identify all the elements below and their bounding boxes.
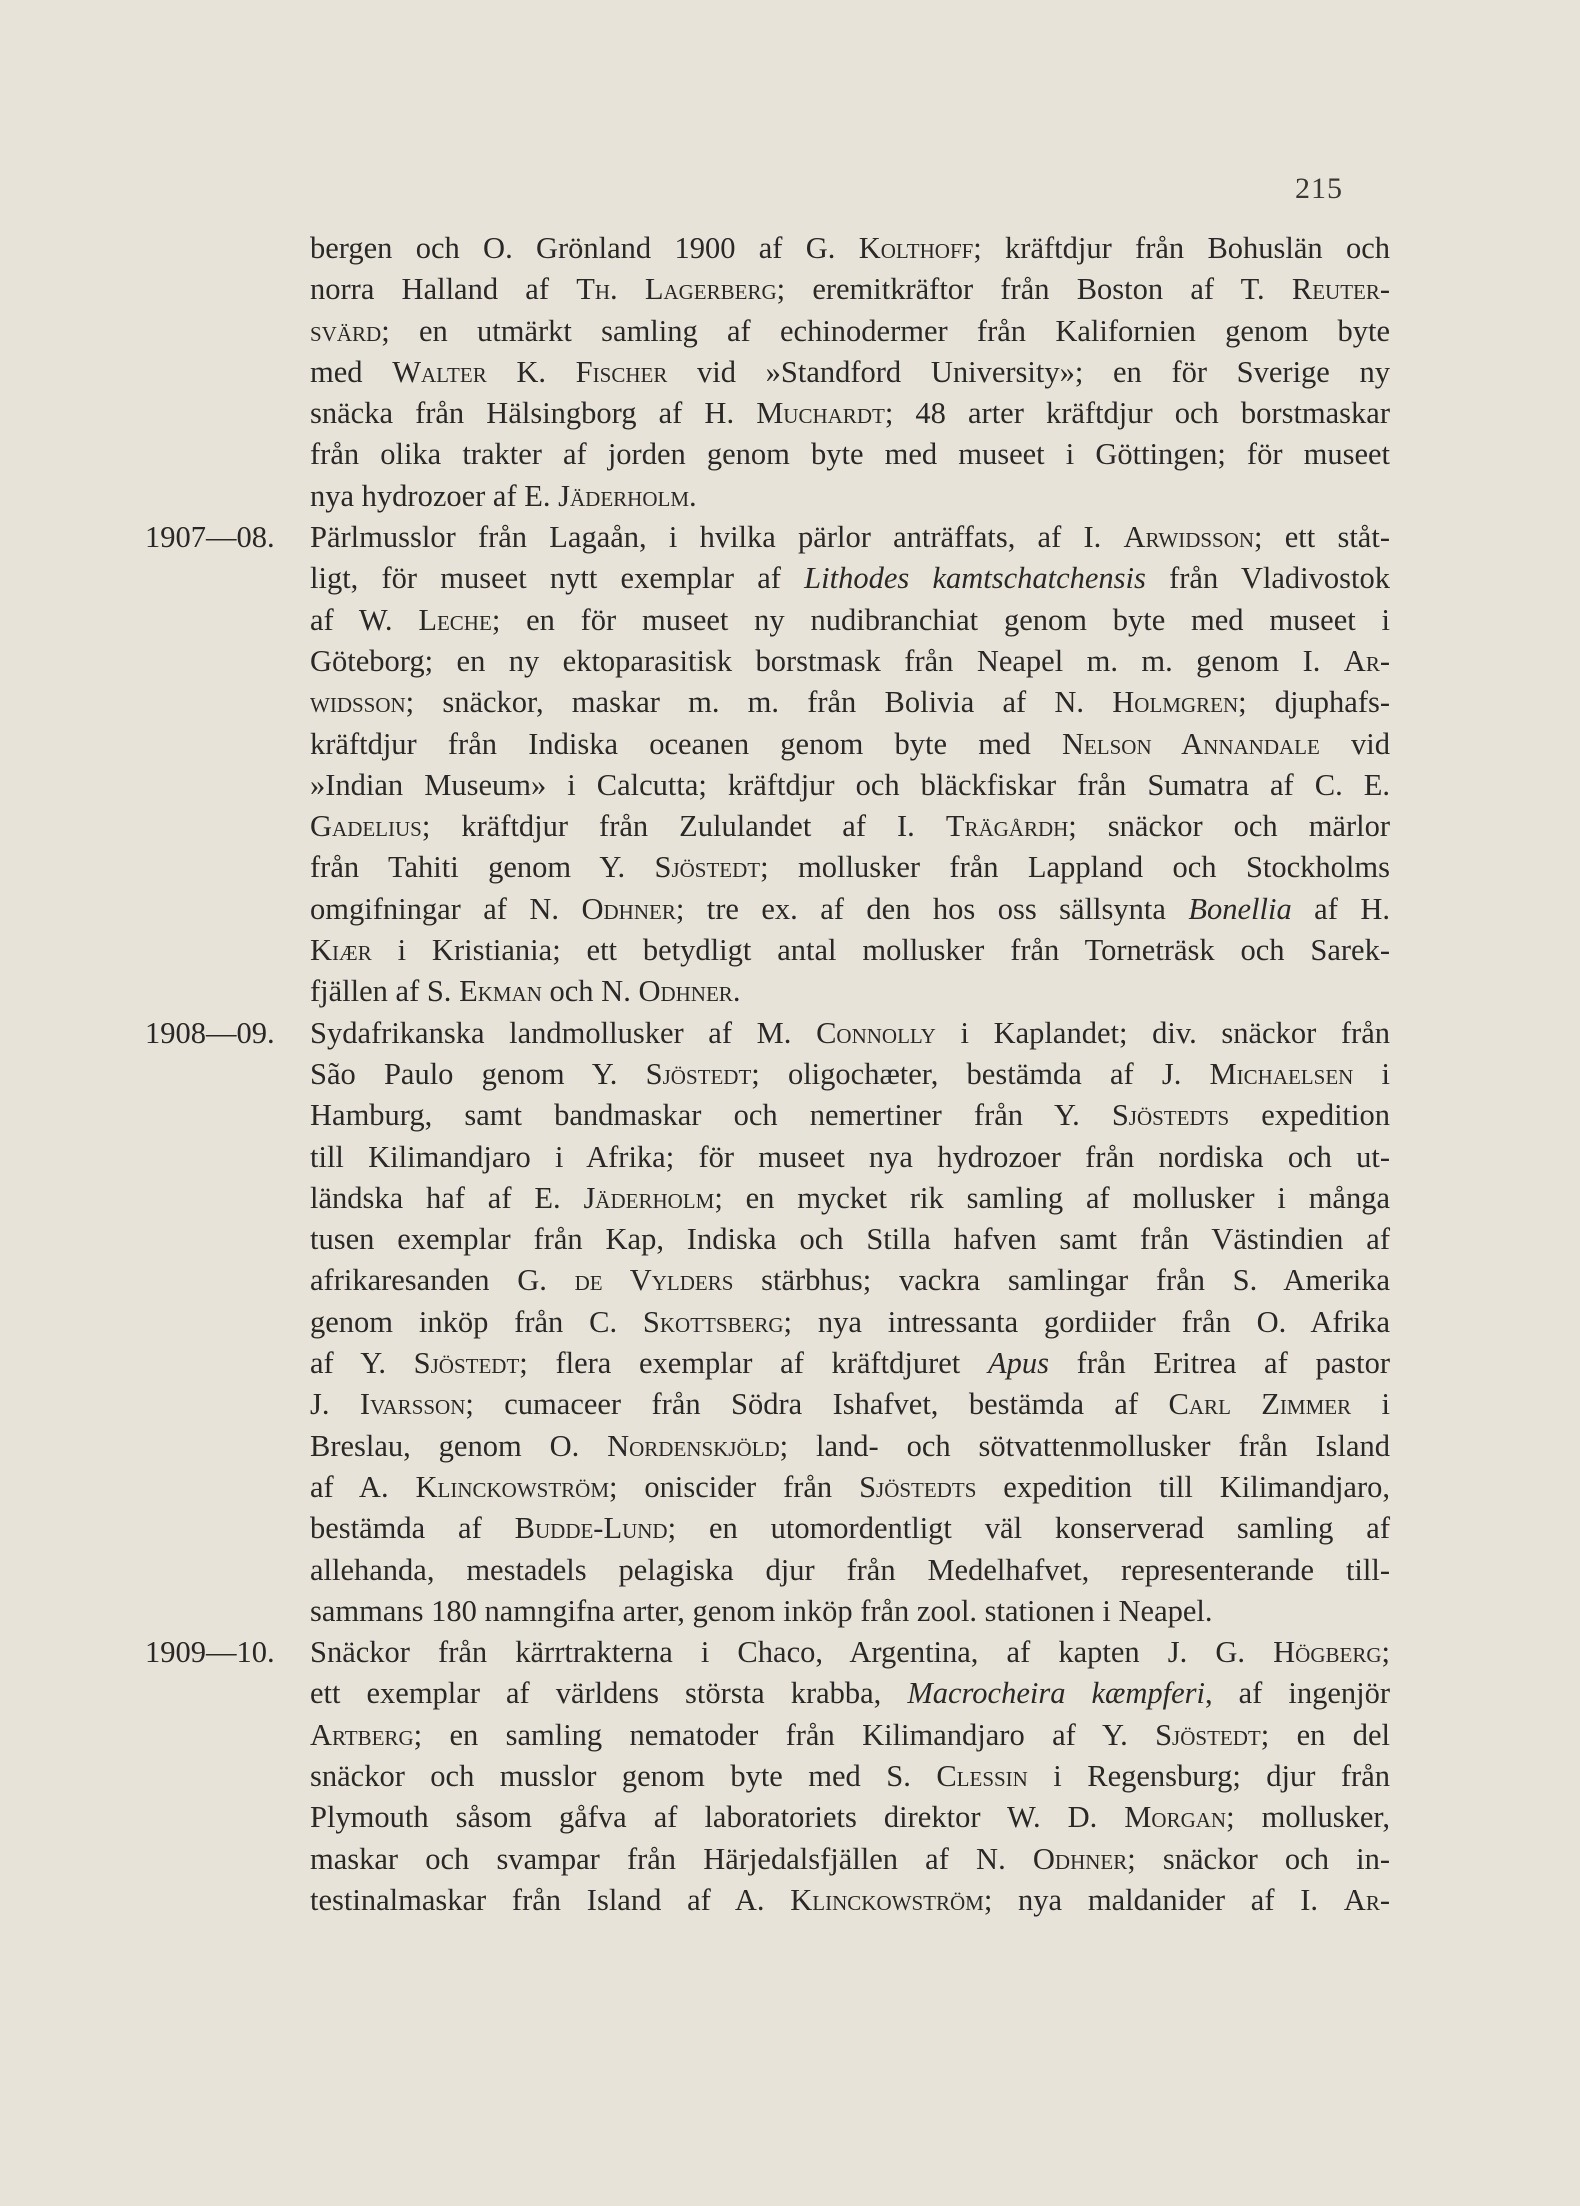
text-segment: expedition xyxy=(1229,1098,1390,1133)
line-text xyxy=(310,1632,1390,1673)
person-name: Budde-Lund xyxy=(514,1511,668,1546)
text-line xyxy=(0,476,1580,517)
text-line xyxy=(0,352,1580,393)
text-segment: ; en samling nematoder från Kilimandjaro af Y. xyxy=(413,1717,1156,1752)
line-text xyxy=(310,1219,1390,1260)
text-segment: Göteborg; en ny ektoparasitisk borstmask från Neapel m. m. genom I. xyxy=(310,643,1344,678)
text-segment: . xyxy=(732,974,741,1009)
text-segment: ; djuphafs- xyxy=(1238,685,1390,720)
person-name: Nelson Annandale xyxy=(1061,726,1320,761)
text-line xyxy=(0,1508,1580,1549)
text-segment: ; en utomordentligt väl konserverad samling af xyxy=(667,1511,1390,1546)
text-segment: tusen exemplar från Kap, Indiska och Stilla hafven samt från Västindien af xyxy=(310,1222,1390,1257)
text-line xyxy=(0,1467,1580,1508)
line-text xyxy=(310,434,1390,475)
line-text xyxy=(310,1839,1390,1880)
text-segment: i Regensburg; djur från xyxy=(1027,1758,1391,1793)
text-segment: maskar och svampar från Härjedalsfjällen af N. xyxy=(310,1841,1033,1876)
person-name: Sjöstedts xyxy=(859,1469,977,1504)
text-line xyxy=(0,930,1580,971)
text-line xyxy=(0,600,1580,641)
text-line xyxy=(0,971,1580,1012)
text-segment: ; cumaceer från Södra Ishafvet, bestämda af xyxy=(465,1387,1169,1422)
person-name: Jäderholm xyxy=(558,478,690,513)
person-name: Odhner xyxy=(638,974,733,1009)
line-text xyxy=(310,352,1390,393)
text-segment: ländska haf af E. xyxy=(310,1180,584,1215)
line-text xyxy=(310,558,1390,599)
text-segment: ; flera exemplar af kräftdjuret xyxy=(519,1346,988,1381)
text-segment: ; mollusker, xyxy=(1226,1800,1390,1835)
text-segment: från Tahiti genom Y. xyxy=(310,850,655,885)
person-name: Ekman xyxy=(459,974,542,1009)
line-text xyxy=(310,476,1390,517)
person-name: svärd xyxy=(310,313,382,348)
text-segment: fjällen af S. xyxy=(310,974,460,1009)
text-segment: ; 48 arter kräftdjur och borstmaskar xyxy=(884,396,1390,431)
person-name: Högberg xyxy=(1273,1635,1382,1670)
text-segment: Snäckor från kärrtrakterna i Chaco, Argentina, af kapten J. G. xyxy=(310,1635,1274,1670)
text-segment: ; oligochæter, bestämda af J. xyxy=(751,1056,1210,1091)
text-segment: J. xyxy=(310,1387,360,1422)
text-segment: sammans 180 namngifna arter, genom inköp från zool. stationen i Neapel. xyxy=(310,1593,1213,1628)
text-line xyxy=(0,1178,1580,1219)
text-segment: från Vladivostok xyxy=(1145,561,1390,596)
text-line xyxy=(0,311,1580,352)
person-name: Kolthoff xyxy=(858,231,974,265)
person-name: Carl Zimmer xyxy=(1168,1387,1352,1422)
page-number: 215 xyxy=(1295,172,1343,205)
text-segment: Plymouth såsom gåfva af laboratoriets direktor W. D. xyxy=(310,1800,1125,1835)
text-segment: från Eritrea af pastor xyxy=(1048,1346,1390,1381)
line-text xyxy=(310,1715,1390,1756)
text-line xyxy=(0,1632,1580,1673)
text-line xyxy=(0,1591,1580,1632)
line-text xyxy=(310,847,1390,888)
person-name: Odhner xyxy=(581,891,676,926)
line-text xyxy=(310,1343,1390,1384)
text-line xyxy=(0,393,1580,434)
text-segment: genom inköp från C. xyxy=(310,1304,643,1339)
species-name: Bonellia xyxy=(1188,891,1292,926)
person-name: Muchardt xyxy=(756,396,885,431)
person-name: Sjöstedt xyxy=(654,850,761,885)
text-segment: och N. xyxy=(541,974,639,1009)
line-text xyxy=(310,971,1390,1012)
text-segment: bestämda af xyxy=(310,1511,515,1546)
text-segment: ; xyxy=(1381,1635,1390,1670)
person-name: Walter K. Fischer xyxy=(392,354,668,389)
text-segment: , af ingenjör xyxy=(1204,1676,1390,1711)
text-line xyxy=(0,765,1580,806)
text-line xyxy=(0,1095,1580,1136)
text-line xyxy=(0,1839,1580,1880)
text-line xyxy=(0,1260,1580,1301)
text-segment: ; nya intressanta gordiider från O. Afrika xyxy=(783,1304,1390,1339)
person-name: Klinckowström xyxy=(790,1882,984,1917)
person-name: Sjöstedt xyxy=(645,1056,752,1091)
line-text xyxy=(310,228,1390,269)
line-text xyxy=(310,1756,1390,1797)
text-segment: afrikaresanden G. xyxy=(310,1263,575,1298)
line-text xyxy=(310,765,1390,806)
text-line xyxy=(0,1880,1580,1921)
text-segment: ; kräftdjur från Zululandet af I. xyxy=(421,809,946,844)
line-text xyxy=(310,1013,1390,1054)
text-segment: snäckor och musslor genom byte med S. xyxy=(310,1758,937,1793)
text-segment: ; snäckor och märlor xyxy=(1068,809,1390,844)
text-segment: »Indian Museum» i Calcutta; kräftdjur och bläckfiskar från Sumatra af C. E. xyxy=(310,767,1390,802)
line-text xyxy=(310,1797,1390,1838)
person-name: Jäderholm xyxy=(583,1180,715,1215)
text-line xyxy=(0,517,1580,558)
text-segment: af A. xyxy=(310,1469,416,1504)
person-name: Odhner xyxy=(1032,1841,1128,1876)
text-line xyxy=(0,1219,1580,1260)
text-segment: ; land- och sötvattenmollusker från Island xyxy=(779,1428,1390,1463)
text-line xyxy=(0,1137,1580,1178)
text-segment: af H. xyxy=(1291,891,1390,926)
line-text xyxy=(310,724,1390,765)
text-segment: ; tre ex. af den hos oss sällsynta xyxy=(675,891,1189,926)
text-segment: ; en mycket rik samling af mollusker i många xyxy=(714,1180,1390,1215)
person-name: Skottsberg xyxy=(642,1304,784,1339)
text-line xyxy=(0,558,1580,599)
line-text xyxy=(310,600,1390,641)
person-name: Ar- xyxy=(1343,643,1390,678)
text-segment: allehanda, mestadels pelagiska djur från Medelhafvet, representerande till- xyxy=(310,1552,1390,1587)
person-name: Arwidsson xyxy=(1123,520,1255,555)
text-segment: vid »Standford University»; en för Sverige ny xyxy=(667,354,1391,389)
person-name: de Vylders xyxy=(574,1263,734,1298)
year-label: 1908—09. xyxy=(145,1015,275,1050)
text-segment: Breslau, genom O. xyxy=(310,1428,608,1463)
text-segment: ; nya maldanider af I. xyxy=(983,1882,1344,1917)
species-name: Apus xyxy=(987,1346,1049,1381)
person-name: Kiær xyxy=(310,933,372,968)
text-segment: Hamburg, samt bandmaskar och nemertiner från Y. xyxy=(310,1098,1112,1133)
line-text xyxy=(310,517,1390,558)
text-segment: ligt, för museet nytt exemplar af xyxy=(310,561,805,596)
line-text xyxy=(310,1508,1390,1549)
person-name: Morgan xyxy=(1124,1800,1227,1835)
year-label: 1907—08. xyxy=(145,520,275,555)
text-line xyxy=(0,1013,1580,1054)
line-text xyxy=(310,889,1390,930)
line-text xyxy=(310,1137,1390,1178)
text-segment: Sydafrikanska landmollusker af M. xyxy=(310,1015,817,1050)
text-line xyxy=(0,1673,1580,1714)
text-segment: expedition till Kilimandjaro, xyxy=(976,1469,1390,1504)
line-text xyxy=(310,806,1390,847)
person-name: Holmgren xyxy=(1112,685,1239,720)
text-segment: ; mollusker från Lappland och Stockholms xyxy=(760,850,1390,885)
text-segment: ; en del xyxy=(1260,1717,1390,1752)
text-line xyxy=(0,228,1580,269)
person-name: widsson xyxy=(310,685,406,720)
text-segment: Pärlmusslor från Lagaån, i hvilka pärlor anträffats, af I. xyxy=(310,520,1124,555)
text-line xyxy=(0,889,1580,930)
line-text xyxy=(310,1467,1390,1508)
text-segment: af Y. xyxy=(310,1346,414,1381)
line-text xyxy=(310,393,1390,434)
line-text xyxy=(310,930,1390,971)
text-line xyxy=(0,1756,1580,1797)
line-text xyxy=(310,269,1390,310)
person-name: Sjöstedt xyxy=(1155,1717,1261,1752)
text-line xyxy=(0,1715,1580,1756)
text-segment: ; eremitkräftor från Boston af T. xyxy=(776,272,1292,307)
person-name: Reuter- xyxy=(1291,272,1391,307)
person-name: Sjöstedt xyxy=(413,1346,520,1381)
person-name: Trägårdh xyxy=(945,809,1069,844)
text-line xyxy=(0,847,1580,888)
text-segment: vid xyxy=(1319,726,1391,761)
text-segment: i Kaplandet; div. snäckor från xyxy=(935,1015,1390,1050)
text-segment: ; kräftdjur från Bohuslän och xyxy=(973,231,1390,265)
line-text xyxy=(310,682,1390,723)
text-segment: stärbhus; vackra samlingar från S. Amerika xyxy=(733,1263,1390,1298)
text-line xyxy=(0,806,1580,847)
line-text xyxy=(310,641,1390,682)
person-name: Michaelsen xyxy=(1209,1056,1354,1091)
text-segment: omgifningar af N. xyxy=(310,891,582,926)
line-text xyxy=(310,1550,1390,1591)
person-name: Clessin xyxy=(936,1758,1028,1793)
person-name: Connolly xyxy=(816,1015,936,1050)
person-name: Klinckowström xyxy=(415,1469,609,1504)
text-segment: snäcka från Hälsingborg af H. xyxy=(310,396,757,431)
year-label: 1909—10. xyxy=(145,1635,275,1670)
line-text xyxy=(310,1426,1390,1467)
line-text xyxy=(310,1054,1390,1095)
person-name: Ar- xyxy=(1343,1882,1390,1917)
line-text xyxy=(310,1591,1390,1632)
text-line xyxy=(0,1343,1580,1384)
species-name: Macrocheira kæmpferi xyxy=(907,1676,1205,1711)
person-name: Ivarsson xyxy=(359,1387,466,1422)
text-segment: i xyxy=(1351,1387,1390,1422)
text-segment: kräftdjur från Indiska oceanen genom byte med xyxy=(310,726,1062,761)
person-name: Gadelius xyxy=(310,809,422,844)
text-line xyxy=(0,434,1580,475)
text-segment: testinalmaskar från Island af A. xyxy=(310,1882,791,1917)
text-segment: . xyxy=(689,478,697,513)
text-segment: i Kristiania; ett betydligt antal mollusker från Torneträsk och Sarek- xyxy=(371,933,1390,968)
text-segment: till Kilimandjaro i Afrika; för museet nya hydrozoer från nordiska och ut- xyxy=(310,1139,1390,1174)
text-line xyxy=(0,641,1580,682)
text-line xyxy=(0,1550,1580,1591)
text-line xyxy=(0,1426,1580,1467)
person-name: Artberg xyxy=(310,1717,414,1752)
line-text xyxy=(310,1260,1390,1301)
text-line xyxy=(0,1384,1580,1425)
person-name: Nordenskjöld xyxy=(607,1428,780,1463)
text-line xyxy=(0,269,1580,310)
text-line xyxy=(0,682,1580,723)
body-text xyxy=(0,228,1580,1921)
line-text xyxy=(310,1095,1390,1136)
line-text xyxy=(310,311,1390,352)
person-name: Th. Lagerberg xyxy=(576,272,777,307)
text-segment: med xyxy=(310,354,393,389)
text-segment: ; snäckor och in- xyxy=(1127,1841,1390,1876)
line-text xyxy=(310,1673,1390,1714)
text-segment: af W. xyxy=(310,602,419,637)
text-segment: bergen och O. Grönland 1900 af G. xyxy=(310,231,859,265)
text-line xyxy=(0,1797,1580,1838)
text-segment: ; ett ståt- xyxy=(1254,520,1390,555)
line-text xyxy=(310,1178,1390,1219)
text-segment: ; snäckor, maskar m. m. från Bolivia af N. xyxy=(405,685,1113,720)
text-line xyxy=(0,1054,1580,1095)
text-segment: ett exemplar af världens största krabba, xyxy=(310,1676,908,1711)
text-line xyxy=(0,724,1580,765)
text-segment: ; en för museet ny nudibranchiat genom byte med museet i xyxy=(491,602,1390,637)
text-segment: ; oniscider från xyxy=(609,1469,860,1504)
person-name: Sjöstedts xyxy=(1111,1098,1230,1133)
text-segment: norra Halland af xyxy=(310,272,577,307)
text-segment: São Paulo genom Y. xyxy=(310,1056,646,1091)
line-text xyxy=(310,1302,1390,1343)
text-segment: ; en utmärkt samling af echinodermer från Kalifornien genom byte xyxy=(381,313,1390,348)
text-segment: nya hydrozoer af E. xyxy=(310,478,559,513)
text-segment: i xyxy=(1353,1056,1390,1091)
line-text xyxy=(310,1384,1390,1425)
text-line xyxy=(0,1302,1580,1343)
person-name: Leche xyxy=(418,602,492,637)
text-segment: från olika trakter af jorden genom byte med museet i Göttingen; för museet xyxy=(310,437,1390,472)
species-name: Lithodes kamtschatchensis xyxy=(804,561,1146,596)
line-text xyxy=(310,1880,1390,1921)
